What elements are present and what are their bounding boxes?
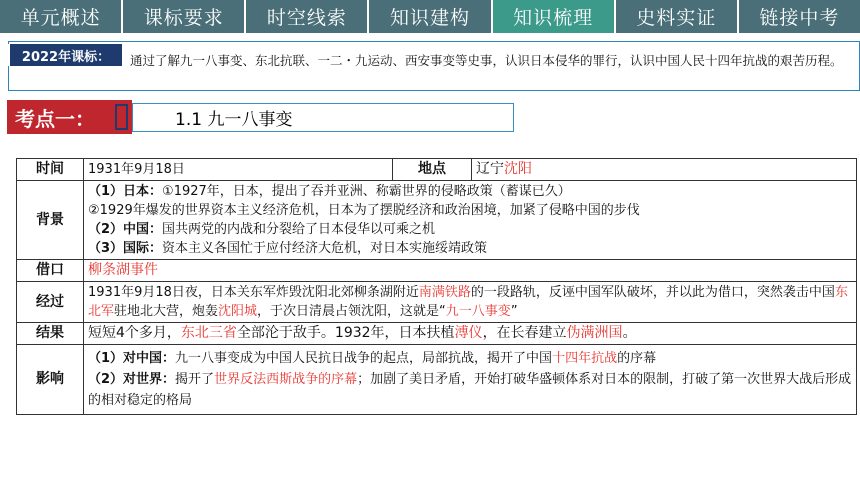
nav-tabs xyxy=(0,0,860,33)
result-highlight-puyi: 溥仪 xyxy=(454,325,483,341)
table-row xyxy=(17,323,857,345)
background-text-3: 国共两党的内战和分裂给了日本侵华以可乘之机 xyxy=(162,222,436,237)
table-row xyxy=(17,282,857,323)
kaodian-label xyxy=(7,100,132,134)
tab-knowledge-review[interactable]: 知识梳理 xyxy=(493,0,614,33)
result-text-1: 短短4个多月， xyxy=(88,325,181,341)
result-content xyxy=(84,323,857,345)
process-highlight-railway: 南满铁路 xyxy=(418,285,471,300)
impact-content xyxy=(84,345,857,415)
process-highlight-city: 沈阳城 xyxy=(218,304,258,319)
process-text-1: 1931年9月18日夜，日本关东军炸毁沈阳北郊柳条湖附近 xyxy=(88,285,419,300)
curriculum-standard-text: 通过了解九一八事变、东北抗联、一二・九运动、西安事变等史事，认识日本侵华的罪行，认识中国人民十四年抗战的艰苦历程。 xyxy=(130,53,843,68)
table-row xyxy=(17,345,857,415)
impact-text-1a: 九一八事变成为中国人民抗日战争的起点，局部抗战，揭开了中国 xyxy=(175,351,553,366)
impact-highlight-antifascist: 世界反法西斯战争的序幕 xyxy=(214,372,358,387)
pretext-value: 柳条湖事件 xyxy=(84,260,857,282)
time-label: 时间 xyxy=(17,159,84,181)
place-prefix: 辽宁 xyxy=(476,161,504,177)
impact-line-china xyxy=(88,348,852,369)
result-text-2: 全部沦于敌手。1932年，日本扶植 xyxy=(236,325,455,341)
kaodian-label-text: 考点一： xyxy=(15,106,95,131)
result-highlight-manchukuo: 伪满洲国 xyxy=(566,325,623,341)
place-label: 地点 xyxy=(393,159,472,181)
process-label: 经过 xyxy=(17,282,84,323)
tab-exam-link[interactable]: 链接中考 xyxy=(739,0,860,33)
impact-text-1b: 的序幕 xyxy=(617,351,657,366)
background-label: 背景 xyxy=(17,181,84,260)
background-head-intl: （3）国际： xyxy=(88,241,163,256)
result-highlight-provinces: 东北三省 xyxy=(180,325,237,341)
impact-text-2b: ；加剧了美日矛盾，开始打破华盛顿体系对日本的限制，打破了第一次世界大战后形成的相对稳定的格局 xyxy=(88,372,852,408)
tab-unit-overview[interactable]: 单元概述 xyxy=(0,0,121,33)
background-line-3 xyxy=(88,220,852,239)
process-text-2: 的一段路轨，反诬中国军队破坏，并以此为借口，突然袭击中国 xyxy=(470,285,835,300)
process-text-5: ” xyxy=(510,304,518,319)
tab-timeline[interactable]: 时空线索 xyxy=(246,0,367,33)
process-content xyxy=(84,282,857,323)
background-line-4 xyxy=(88,239,852,258)
background-text-1: ①1927年，日本，提出了吞并亚洲、称霸世界的侵略政策（蓄谋已久） xyxy=(162,184,571,199)
impact-head-china: （1）对中国： xyxy=(88,351,176,366)
kaodian-marker xyxy=(115,104,128,130)
result-text-4: 。 xyxy=(622,325,637,341)
table-row xyxy=(17,159,857,181)
impact-highlight-14years: 十四年抗战 xyxy=(552,351,618,366)
tab-historical-evidence[interactable]: 史料实证 xyxy=(616,0,737,33)
background-line-1 xyxy=(88,182,852,201)
background-text-4: 资本主义各国忙于应付经济大危机，对日本实施绥靖政策 xyxy=(162,241,488,256)
curriculum-standard-label: 2022年课标： xyxy=(6,44,122,66)
impact-text-2a: 揭开了 xyxy=(175,372,215,387)
background-content xyxy=(84,181,857,260)
background-head-china: （2）中国： xyxy=(88,222,163,237)
impact-head-world: （2）对世界： xyxy=(88,372,176,387)
impact-label: 影响 xyxy=(17,345,84,415)
process-text-4: ，于次日清晨占领沈阳，这就是“ xyxy=(257,304,446,319)
result-label: 结果 xyxy=(17,323,84,345)
tab-knowledge-build[interactable]: 知识建构 xyxy=(369,0,490,33)
table-row xyxy=(17,181,857,260)
place-highlight: 沈阳 xyxy=(504,161,532,177)
impact-line-world xyxy=(88,369,852,411)
kaodian-title: 1.1 九一八事变 xyxy=(132,103,514,132)
time-value: 1931年9月18日 xyxy=(84,159,393,181)
tab-curriculum[interactable]: 课标要求 xyxy=(123,0,244,33)
background-head-japan: （1）日本： xyxy=(88,184,163,199)
process-highlight-incident: 九一八事变 xyxy=(445,304,511,319)
knowledge-table xyxy=(16,158,857,415)
background-line-2: ②1929年爆发的世界资本主义经济危机，日本为了摆脱经济和政治困境，加紧了侵略中国的步伐 xyxy=(88,203,640,218)
place-value xyxy=(472,159,857,181)
result-text-3: ，在长春建立 xyxy=(482,325,567,341)
process-text-3: 驻地北大营，炮轰 xyxy=(114,304,219,319)
pretext-label: 借口 xyxy=(17,260,84,282)
process-highlight-army: 东北军 xyxy=(88,285,848,319)
table-row xyxy=(17,260,857,282)
